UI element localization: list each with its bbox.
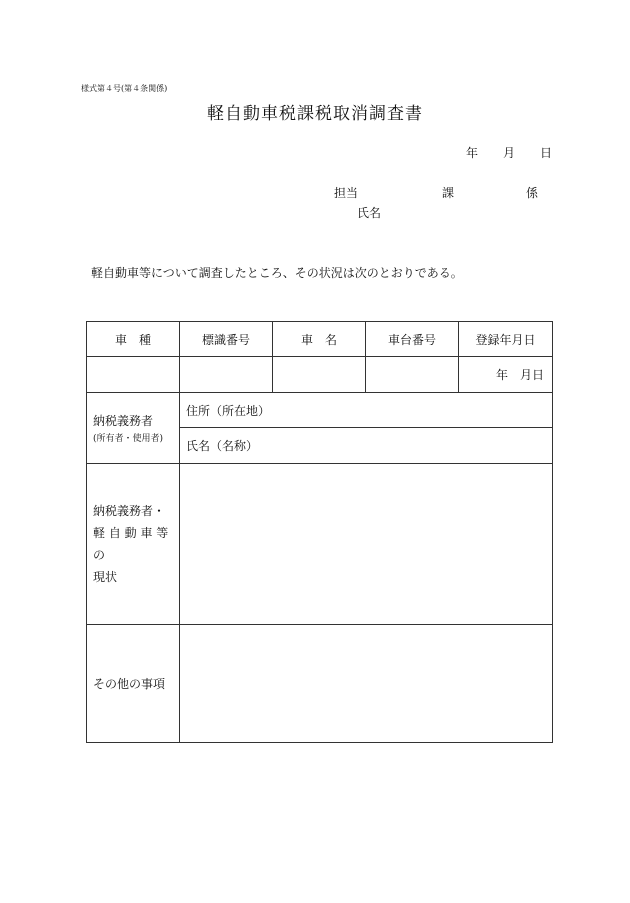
header-vehicle-name: 車 名	[273, 322, 366, 357]
taxpayer-address-row	[87, 393, 553, 428]
person-in-charge	[334, 184, 538, 201]
reg-day-label: 日	[531, 368, 544, 382]
date-day-label: 日	[540, 146, 553, 160]
taxpayer-label-cell	[87, 393, 180, 464]
status-label-cell	[87, 464, 180, 625]
table-header-row	[87, 322, 553, 357]
header-plate-number: 標識番号	[180, 322, 273, 357]
form-number: 様式第４号(第４条関係)	[81, 84, 168, 93]
reg-year-label: 年	[495, 368, 508, 382]
vehicle-type-cell[interactable]	[87, 357, 180, 393]
survey-statement: 軽自動車等について調査したところ、その状況は次のとおりである。	[91, 266, 463, 280]
registration-date-cell[interactable]	[459, 357, 553, 393]
officer-name-label: 氏名	[357, 206, 382, 220]
name-label: 氏名（名称）	[186, 439, 259, 453]
status-label-line-1: 納税義務者・	[93, 504, 166, 518]
vehicle-entry-row	[87, 357, 553, 393]
taxpayer-sublabel: (所有者・使用者)	[93, 434, 164, 444]
header-vehicle-type: 車 種	[87, 322, 180, 357]
date-year-label: 年	[466, 146, 479, 160]
status-entry-cell[interactable]	[180, 464, 553, 625]
chassis-number-cell[interactable]	[366, 357, 459, 393]
date-month-label: 月	[503, 146, 516, 160]
address-cell[interactable]	[180, 393, 553, 428]
other-label-cell	[87, 625, 180, 743]
taxpayer-label: 納税義務者	[93, 414, 154, 428]
vehicle-name-cell[interactable]	[273, 357, 366, 393]
tanto-label: 担当	[334, 186, 359, 200]
other-row	[87, 625, 553, 743]
reg-month-label: 月	[519, 368, 532, 382]
header-registration-date: 登録年月日	[459, 322, 553, 357]
document-date	[466, 144, 552, 161]
name-cell[interactable]	[180, 428, 553, 464]
plate-number-cell[interactable]	[180, 357, 273, 393]
other-label: その他の事項	[93, 676, 166, 691]
kakari-label: 係	[526, 186, 539, 200]
survey-table	[86, 321, 553, 743]
status-row	[87, 464, 553, 625]
document-title: 軽自動車税課税取消調査書	[207, 104, 423, 124]
other-entry-cell[interactable]	[180, 625, 553, 743]
header-chassis-number: 車台番号	[366, 322, 459, 357]
status-label-line-2: 軽 自 動 車 等 の	[93, 526, 169, 562]
address-label: 住所（所在地）	[186, 403, 271, 418]
status-label-line-3: 現状	[93, 570, 118, 584]
ka-label: 課	[442, 186, 455, 200]
